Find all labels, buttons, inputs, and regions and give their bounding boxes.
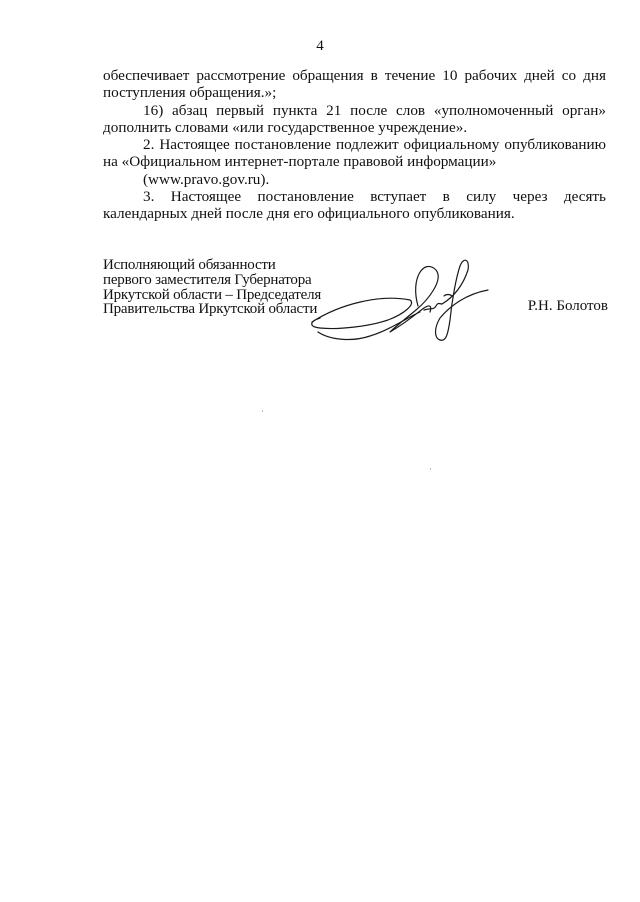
- position-line: первого заместителя Губернатора: [103, 271, 312, 288]
- page-number: 4: [316, 38, 324, 54]
- scan-speck: [262, 410, 263, 412]
- document-body: [103, 67, 606, 223]
- paragraph-p1: обеспечивает рассмотрение обращения в течение 10 рабочих дней со дня поступления обращения.»;: [103, 67, 606, 102]
- official-portal-url: (www.pravo.gov.ru).: [143, 170, 270, 188]
- paragraph-p4: 3. Настоящее постановление вступает в силу через десять календарных дней после дня его официального опубликования.: [103, 188, 606, 223]
- signatory-position: [103, 258, 321, 317]
- position-line: Правительства Иркутской области: [103, 301, 318, 318]
- paragraph-p3: [103, 136, 606, 188]
- paragraph-p3-text: 2. Настоящее постановление подлежит официальному опубликованию на «Официальном интернет-портале правовой информации»: [103, 136, 606, 171]
- paragraph-p2: 16) абзац первый пункта 21 после слов «уполномоченный орган» дополнить словами «или государственное учреждение».: [103, 101, 606, 136]
- signer-name: Р.Н. Болотов: [527, 298, 608, 314]
- handwritten-signature: [300, 248, 500, 348]
- position-line: Иркутской области – Председателя: [103, 286, 322, 303]
- scan-speck: [430, 468, 431, 470]
- position-line: Исполняющий обязанности: [103, 257, 276, 273]
